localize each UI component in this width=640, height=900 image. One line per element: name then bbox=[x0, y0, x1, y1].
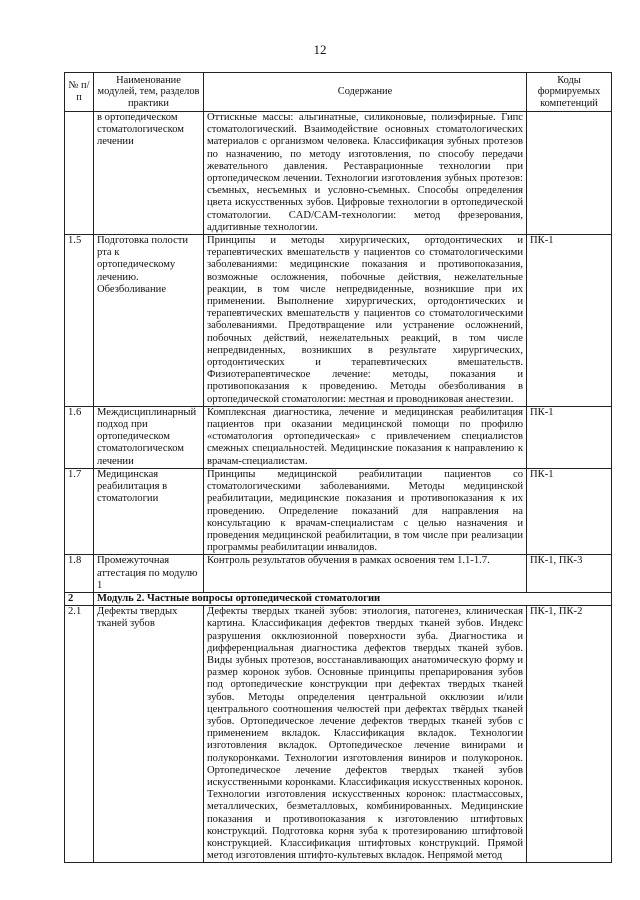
table-row bbox=[65, 235, 612, 407]
table-row bbox=[65, 112, 612, 235]
table-row bbox=[65, 606, 612, 863]
row-num bbox=[65, 112, 94, 235]
header-content: Содержание bbox=[204, 73, 527, 112]
row-content: Комплексная диагностика, лечение и медицинская реабилитация пациентов при оказании медицинской помощи по профилю «стоматология ортопедическая» с привлечением специалистов смежных специальностей. Медицинские показания к направлению к врачам-специалистам. bbox=[204, 406, 527, 468]
row-content: Принципы и методы хирургических, ортодонтических и терапевтических вмешательств у пациентов со стоматологическими заболеваниями: медицинские показания и противопоказания, возможные осложнения, побочные действия, нежелательные реакции, в том числе непредвиденные, возникшие при их применении. Выполнение хирургических, ортодонтических и терапевтических вмешательств у пациентов со стоматологическими заболеваниями. Предотвращение или устранение осложнений, побочных действий, нежелательных реакций, в том числе непредвиденных, возникших в результате хирургических, ортодонтических и терапевтических вмешательств. Физиотерапевтическое лечение: методы, показания и противопоказания к проведению. Методы обезболивания в ортопедической стоматологии: местная и проводниковая анестезии. bbox=[204, 235, 527, 407]
row-num: 1.8 bbox=[65, 555, 94, 593]
table-header-row bbox=[65, 73, 612, 112]
row-name: Междисциплинарный подход при ортопедическом стоматологическом лечении bbox=[94, 406, 204, 468]
row-codes: ПК-1, ПК-3 bbox=[527, 555, 612, 593]
table-row bbox=[65, 555, 612, 593]
row-codes: ПК-1 bbox=[527, 235, 612, 407]
table-row bbox=[65, 406, 612, 468]
row-num: 2.1 bbox=[65, 606, 94, 863]
row-codes: ПК-1 bbox=[527, 406, 612, 468]
table-row bbox=[65, 468, 612, 554]
row-codes bbox=[527, 112, 612, 235]
row-content: Принципы медицинской реабилитации пациентов со стоматологическими заболеваниями. Методы медицинской реабилитации, медицинские показания и противопоказания к их проведению. Определение показаний для направления на консультацию к врачам-специалистам с целью назначения и проведения медицинской реабилитации, в том числе при реализации программы реабилитации инвалидов. bbox=[204, 468, 527, 554]
row-name: Промежуточная аттестация по модулю 1 bbox=[94, 555, 204, 593]
row-codes: ПК-1, ПК-2 bbox=[527, 606, 612, 863]
row-name: Дефекты твердых тканей зубов bbox=[94, 606, 204, 863]
header-num: № п/п bbox=[65, 73, 94, 112]
header-name: Наименование модулей, тем, разделов практики bbox=[94, 73, 204, 112]
module-row bbox=[65, 592, 612, 605]
row-name: Подготовка полости рта к ортопедическому лечению. Обезболивание bbox=[94, 235, 204, 407]
row-num: 1.5 bbox=[65, 235, 94, 407]
row-name: в ортопедическом стоматологическом лечении bbox=[94, 112, 204, 235]
row-codes: ПК-1 bbox=[527, 468, 612, 554]
row-content: Контроль результатов обучения в рамках освоения тем 1.1-1.7. bbox=[204, 555, 527, 593]
header-codes: Коды формируемых компетенций bbox=[527, 73, 612, 112]
row-num: 1.7 bbox=[65, 468, 94, 554]
row-num: 1.6 bbox=[65, 406, 94, 468]
row-content: Дефекты твердых тканей зубов: этиология, патогенез, клиническая картина. Классификация дефектов твердых тканей зубов. Индекс разрушения окклюзионной поверхности зуба. Диагностика и дифференциальная диагностика дефектов твердых тканей зубов. Виды зубных протезов, восстанавливающих анатомическую форму и размер коронок зубов. Основные принципы препарирования зубов под ортопедические конструкции при дефектах твердых тканей зубов. Методы определения центральной окклюзии и/или центрального соотношения челюстей при дефектах твёрдых тканей зубов. Ортопедическое лечение дефектов твердых тканей зубов с применением вкладок. Классификация вкладок. Технологии изготовления вкладок. Ортопедическое лечение винирами и полукоронками. Технологии изготовления виниров и полукоронок. Ортопедическое лечение дефектов твердых тканей зубов искусственными коронками. Классификация искусственных коронок. Технологии изготовления искусственных коронок: пластмассовых, металлических, безметалловых, комбинированных. Медицинские показания и противопоказания к изготовлению штифтовых конструкций. Подготовка корня зуба к протезированию штифтовой конструкцией. Классификация штифтовых конструкций. Прямой метод изготовления штифто-культевых вкладок. Непрямой метод bbox=[204, 606, 527, 863]
module-num: 2 bbox=[65, 592, 94, 605]
curriculum-table bbox=[64, 72, 612, 863]
row-name: Медицинская реабилитация в стоматологии bbox=[94, 468, 204, 554]
row-content: Оттискные массы: альгинатные, силиконовые, полиэфирные. Гипс стоматологический. Взаимодействие основных стоматологических материалов с организмом человека. Классификация зубных протезов по назначению, по методу изготовления, по способу передачи жевательного давления. Реставрационные технологии при ортопедическом лечении. Технологии изготовления зубных протезов: съемных, несъемных и условно-съемных. Способы определения цвета искусственных зубов. Цифровые технологии в ортопедической стоматологии. CAD/CAM-технологии: метод фрезерования, аддитивные технологии. bbox=[204, 112, 527, 235]
page-number: 12 bbox=[313, 42, 327, 57]
module-title: Модуль 2. Частные вопросы ортопедической стоматологии bbox=[94, 592, 612, 605]
